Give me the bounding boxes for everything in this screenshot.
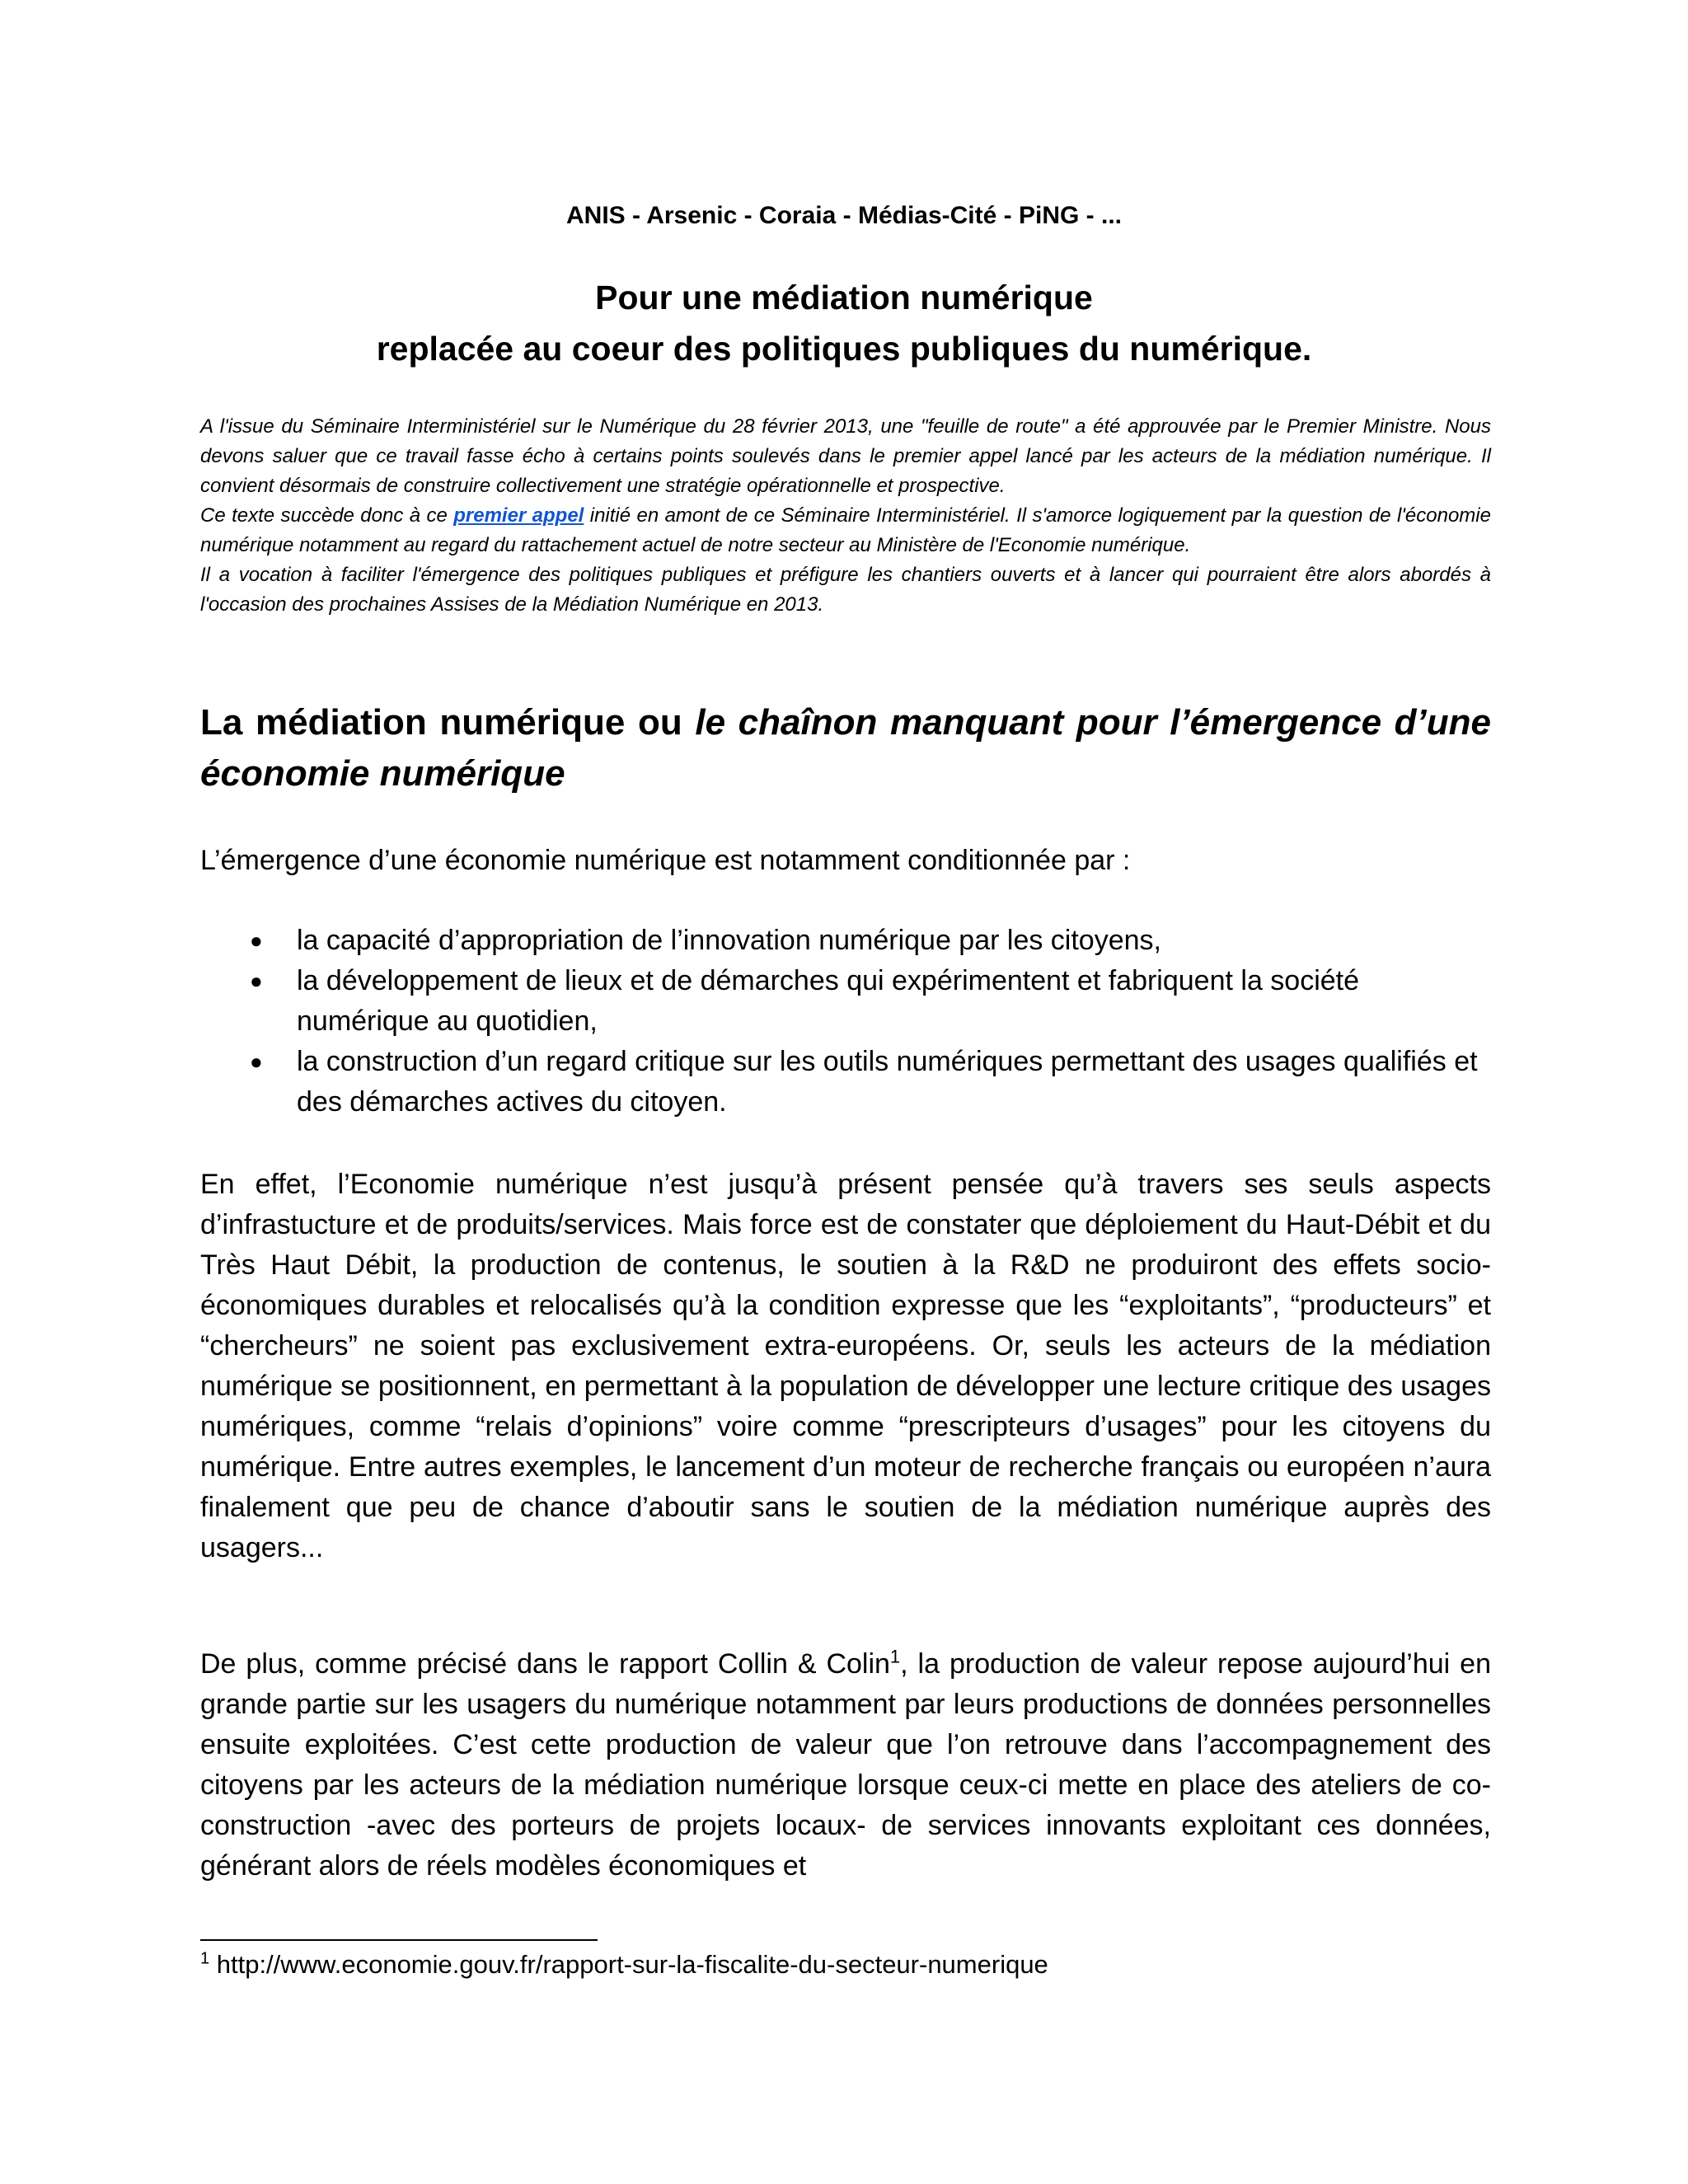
footnote-divider: [200, 1939, 598, 1941]
bullet-icon: ●: [250, 968, 263, 993]
section-heading-italic: le chaînon manquant pour l’émergence d’une économie numérique: [200, 702, 1491, 794]
body-paragraph-2: [200, 1644, 1491, 1886]
footnote: [200, 1947, 1048, 1983]
bullet-icon: ●: [250, 928, 263, 953]
lead-sentence: L’émergence d’une économie numérique est notamment conditionnée par :: [200, 845, 1131, 876]
body-paragraph-1: [200, 1165, 1491, 1568]
intro-p2-after: initié en amont de ce Séminaire Interministériel. Il s'amorce logiquement par la question de l'économie numérique notamment au regard du rattachement actuel de notre secteur au Ministère de l'Economie numérique.: [200, 504, 1491, 556]
bullet-list: [200, 921, 1491, 1122]
paragraph-text: [200, 1644, 1491, 1886]
intro-paragraph-3: Il a vocation à faciliter l'émergence des politiques publiques et préfigure les chantiers ouverts et à lancer qui pourraient être alors abordés à l'occasion des prochaines Assises de la Médiation Numérique en 2013.: [200, 564, 1491, 616]
intro-block: [200, 412, 1491, 620]
footnote-reference[interactable]: 1: [889, 1646, 901, 1667]
footnote-marker: 1: [200, 1949, 210, 1968]
page-title: [0, 272, 1688, 374]
intro-paragraph-2: [200, 501, 1491, 560]
premier-appel-link[interactable]: premier appel: [453, 504, 584, 527]
bullet-text: la développement de lieux et de démarches qui expérimentent et fabriquent la société numérique au quotidien,: [297, 965, 1360, 1037]
list-item: [200, 1042, 1491, 1122]
para2-after: , la production de valeur repose aujourd’hui en grande partie sur les usagers du numérique notamment par leurs productions de données personnelles ensuite exploitées. C’est cette production de valeur que l’on retrouve dans l’accompagnement des citoyens par les acteurs de la médiation numérique lorsque ceux-ci mette en place des ateliers de co-construction -avec des porteurs de projets locaux- de services innovants exploitant ces données, générant alors de réels modèles économiques et: [200, 1648, 1491, 1882]
title-line-2: replacée au coeur des politiques publiques du numérique.: [376, 330, 1312, 368]
bullet-icon: ●: [250, 1049, 263, 1074]
list-item: [200, 921, 1491, 961]
intro-paragraph-1: A l'issue du Séminaire Interministériel sur le Numérique du 28 février 2013, une "feuille de route" a été approuvée par le Premier Ministre. Nous devons saluer que ce travail fasse écho à certains points soulevés dans le premier appel lancé par les acteurs de la médiation numérique. Il convient désormais de construire collectivement une stratégie opérationnelle et prospective.: [200, 415, 1491, 497]
list-item: [200, 961, 1491, 1042]
organizations-header: ANIS - Arsenic - Coraia - Médias-Cité - PiNG - ...: [565, 202, 1122, 229]
section-heading-plain: La médiation numérique ou: [200, 702, 696, 743]
bullet-text: la construction d’un regard critique sur les outils numériques permettant des usages qualifiés et des démarches actives du citoyen.: [297, 1046, 1478, 1118]
footnote-url[interactable]: http://www.economie.gouv.fr/rapport-sur-la-fiscalite-du-secteur-numerique: [209, 1950, 1048, 1979]
paragraph-text: En effet, l’Economie numérique n’est jusqu’à présent pensée qu’à travers ses seuls aspects d’infrastucture et de produits/services. Mais force est de constater que déploiement du Haut-Débit et du Très Haut Débit, la production de contenus, le soutien à la R&D ne produiront des effets socio-économiques durables et relocalisés qu’à la condition expresse que les “exploitants”, “producteurs” et “chercheurs” ne soient pas exclusivement extra-européens. Or, seuls les acteurs de la médiation numérique se positionnent, en permettant à la population de développer une lecture critique des usages numériques, comme “relais d’opinions” voire comme “prescripteurs d’usages” pour les citoyens du numérique. Entre autres exemples, le lancement d’un moteur de recherche français ou européen n’aura finalement que peu de chance d’aboutir sans le soutien de la médiation numérique auprès des usagers...: [200, 1169, 1491, 1563]
para2-before: De plus, comme précisé dans le rapport Collin & Colin: [200, 1648, 890, 1680]
intro-p2-before: Ce texte succède donc à ce: [200, 504, 454, 527]
bullet-text: la capacité d’appropriation de l’innovation numérique par les citoyens,: [297, 925, 1161, 956]
section-heading: [200, 697, 1491, 799]
title-line-1: Pour une médiation numérique: [595, 279, 1093, 316]
